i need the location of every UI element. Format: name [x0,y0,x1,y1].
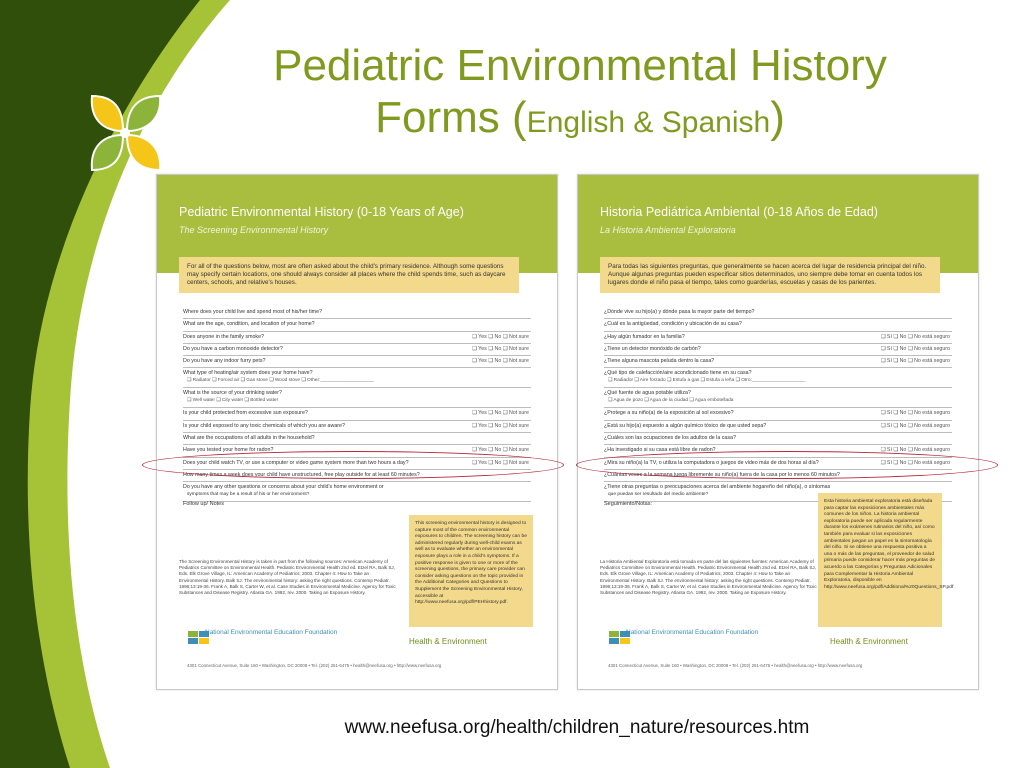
question-row: ¿Protege a su niño(a) de la exposición al sol excesivo? ❑ Sí ❑ No ❑ No está seguro [604,408,952,420]
form-title: Pediatric Environmental History (0-18 Years of Age) [179,205,464,219]
question-row: ¿Está su hijo(a) expuesto a algún químico tóxico de que usted sepa? ❑ Sí ❑ No ❑ No está seguro [604,421,952,433]
question-row: Do you have any indoor furry pets? ❑ Yes ❑ No ❑ Not sure [183,356,531,368]
form-title: Historia Pediátrica Ambiental (0-18 Años de Edad) [600,205,878,219]
question-row: ¿Qué tipo de calefacción/aire acondicionado tiene en su casa? ❑ Radiador ❑ Aire forzado ❑ Estufa a gas ❑ Estufa a leña ❑ Otro:____________________ [604,368,952,388]
question-row: Does anyone in the family smoke? ❑ Yes ❑ No ❑ Not sure [183,332,531,344]
question-row: ¿Mira su niño(a) la TV, o utiliza la computadora o juegos de video más de dos horas al día? ❑ Sí ❑ No ❑ No está seguro [604,458,952,470]
neef-logo-text: National Environmental Education Foundation [205,629,338,636]
question-row: How many times a week does your child have unstructured, free play outside for at least 60 minutes? [183,470,531,482]
footer-address: 4301 Connecticut Avenue, Suite 160 • Washington, DC 20008 • Tel. (202) 261-6475 • health@neefusa.org • http://www.neefusa.org [608,663,863,668]
references: La Historia Ambiental Exploratoria está tomada en parte del las siguientes fuentes: American Academy of Pediatrics Committee on Environmental Health. Pediatric Environmental Health 2nd ed. Etzel RA, Balk SJ, Eds. Elk Grove Village, IL: American Academy of Pediatrics; 2003. Chapter 4: How to Take an Environmental History. Balk SJ. The environmental history: asking the right questions. Contemp Pediatr. 1996;13:19-36. Frank A, Balk S, Carter W, et al. Case Studies in Environmental Medicine. Agency for Toxic Substances and Disease Registry. Atlanta GA. 1992, rev. 2000. Taking an Exposure History. [600,559,817,596]
question-row: ¿Tiene un detector monóxido de carbón? ❑ Sí ❑ No ❑ No está seguro [604,344,952,356]
spanish-form-image [577,174,979,690]
callout-box: Esta historia ambiental exploratoria está diseñada para captar las exposiciones ambientales más comunes de los niños. La historia ambiental exploratoria puede ser aplicada regularmente durante los exámenes rutinarios del niño, así como también para evaluar si las exposiciones ambientales juegan un papel en la sintomatología del niño. Si se obtiene una respuesta positiva a una o más de las preguntas, el proveedor de salud primaria puede considerar hacer más preguntas de acuerdo a las Categorías y Preguntas Adicionales para Complementar la Historia Ambiental Exploratoria, disponible en http://www.neefusa.org/pdf/Additional%20Questions_SP.pdf [818,493,942,627]
question-row: ¿Cuáles son las ocupaciones de los adultos de la casa? [604,433,952,445]
question-row: ¿Cuál es la antigüedad, condición y ubicación de su casa? [604,319,952,331]
question-row: ¿Hay algún fumador en la familia? ❑ Sí ❑ No ❑ No está seguro [604,332,952,344]
question-row: ¿Tiene otras preguntas o preocupaciones acerca del ambiente hogareño del niño(a), o síntomas que puedan ser resultado del medio ambiente? [604,482,952,502]
footer-address: 4301 Connecticut Avenue, Suite 160 • Washington, DC 20008 • Tel. (202) 261-6475 • health@neefusa.org • http://www.neefusa.org [187,663,442,668]
highlight-ellipse-english [142,451,564,479]
health-environment-logo: Health & Environment [830,637,908,646]
question-row: What is the source of your drinking water? ❑ Well water ❑ City water ❑ Bottled water [183,388,531,408]
resource-url[interactable]: www.neefusa.org/health/children_nature/resources.htm [344,717,810,738]
question-row: Is your child exposed to any toxic chemicals of which you are aware? ❑ Yes ❑ No ❑ Not sure [183,421,531,433]
question-row: Do you have any other questions or concerns about your child's home environment or symptoms that may be a result of his or her environment? [183,482,531,502]
slide-title [200,40,960,149]
form-subtitle: La Historia Ambiental Exploratoria [600,225,736,235]
question-row: What are the age, condition, and location of your home? [183,319,531,331]
english-form-image [156,174,558,690]
question-row: ¿Dónde vive su hijo(a) y dónde pasa la mayor parte del tiempo? [604,307,952,319]
follow-up-notes: Follow up/ Notes [183,501,224,507]
question-row: Have you tested your home for radon? ❑ Yes ❑ No ❑ Not sure [183,445,531,457]
title-subtext: English & Spanish [526,106,771,139]
leaf-clover-icon [82,90,168,176]
question-row: ¿Cuántas veces a la semana juega libremente su niño(a) fuera de la casa por lo menos 60 minutos? [604,470,952,482]
question-row: Do you have a carbon monoxide detector? ❑ Yes ❑ No ❑ Not sure [183,344,531,356]
question-row: Does your child watch TV, or use a computer or video game system more than two hours a day? ❑ Yes ❑ No ❑ Not sure [183,458,531,470]
title-line-1: Pediatric Environmental History [273,41,887,90]
question-row: What type of heating/air system does your home have? ❑ Radiator ❑ Forced air ❑ Gas stove ❑ Wood stove ❑ Other:____________________ [183,368,531,388]
follow-up-notes: Seguimiento/Notas: [604,501,652,507]
callout-box: This screening environmental history is designed to capture most of the common environmental exposures to children. The screening history can be administered regularly during well-child exams as well as to evaluate whether an environmental exposure plays a role in a child's symptoms. If a positive response is given to one or more of the screening questions, the primary care provider can consider asking questions on the topic provided in the Additional Categories and Questions to Supplement the Screening Environmental History, accessible at http://www.neefusa.org/pdf/PEHhistory.pdf. [409,515,533,627]
health-environment-logo: Health & Environment [409,637,487,646]
form-intro: For all of the questions below, most are often asked about the child's primary residence. Although some questions may specify certain locations, one should always consider all places where the child spends time, such as daycare centers, schools, and relative's houses. [179,257,519,293]
form-intro: Para todas las siguientes preguntas, que generalmente se hacen acerca del lugar de residencia principal del niño. Aunque algunas preguntas pueden especificar sitios determinados, uno siempre debe tomar en cuenta todos los lugares donde el niño pasa el tiempo, tales como guarderías, escuelas y casas de los parientes. [600,257,940,293]
title-line-2: Forms (English & Spanish) [375,93,785,142]
question-row: Is your child protected from excessive sun exposure? ❑ Yes ❑ No ❑ Not sure [183,408,531,420]
question-row: ¿Qué fuente de agua potable utiliza? ❑ Agua de pozo ❑ Agua de la ciudad ❑ Agua embotellada [604,388,952,408]
neef-logo-text: National Environmental Education Foundation [626,629,759,636]
form-subtitle: The Screening Environmental History [179,225,329,235]
question-row: ¿Ha investigado si su casa está libre de radon? ❑ Sí ❑ No ❑ No está seguro [604,445,952,457]
references: The Screening Environmental History is taken in part from the following sources: American Academy of Pediatrics Committee on Environmental Health. Pediatric Environmental Health 2nd ed. Etzel RA, Balk SJ, Eds. Elk Grove Village, IL: American Academy of Pediatrics; 2003. Chapter 4: How to Take an Environmental History. Balk SJ. The environmental history: asking the right questions. Contemp Pediatr. 1996;13:19-36. Frank A, Balk S, Carter W, et al. Case Studies in Environmental Medicine. Agency for Toxic Substances and Disease Registry. Atlanta GA. 1992, rev. 2000. Taking an Exposure History. [179,559,396,596]
question-row: Where does your child live and spend most of his/her time? [183,307,531,319]
question-row: What are the occupations of all adults in the household? [183,433,531,445]
question-row: ¿Tiene alguna mascota peluda dentro la casa? ❑ Sí ❑ No ❑ No está seguro [604,356,952,368]
highlight-ellipse-spanish [576,451,998,479]
